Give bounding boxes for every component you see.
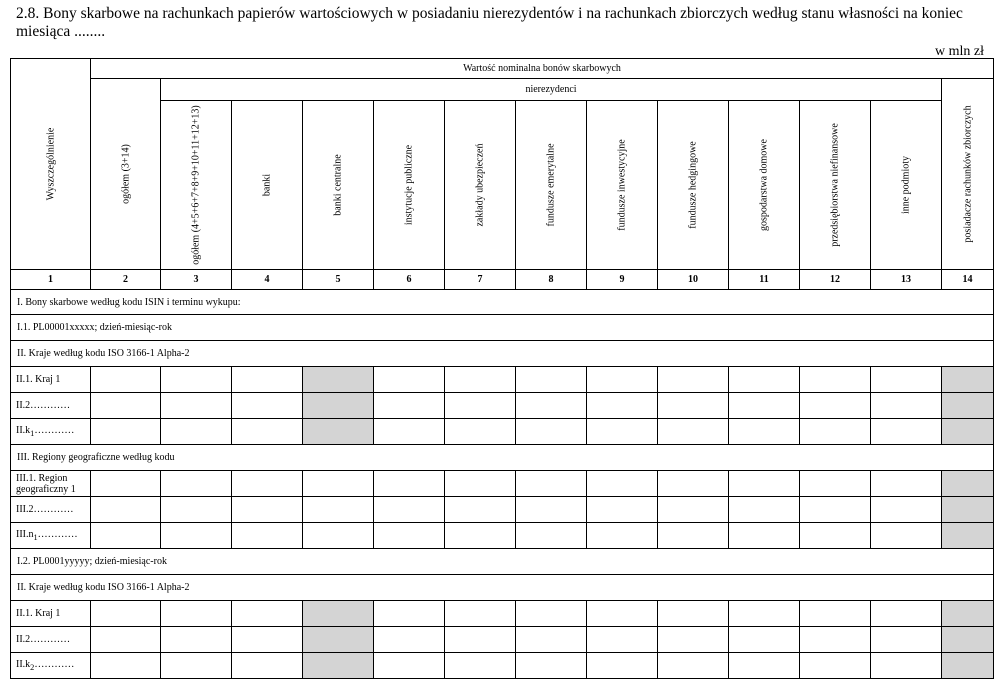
data-cell[interactable] — [232, 653, 303, 679]
table-row — [11, 367, 994, 393]
data-cell[interactable] — [871, 653, 942, 679]
data-cell[interactable] — [445, 471, 516, 497]
col-number: 14 — [942, 270, 994, 290]
shaded-cell — [942, 523, 994, 549]
data-cell[interactable] — [161, 419, 232, 445]
row-label: III.1. Region geograficzny 1 — [11, 471, 91, 497]
table-row — [11, 601, 994, 627]
header-col-5: banki centralne — [303, 100, 374, 269]
data-cell[interactable] — [232, 419, 303, 445]
data-cell[interactable] — [161, 497, 232, 523]
data-cell[interactable] — [800, 627, 871, 653]
data-cell[interactable] — [516, 601, 587, 627]
data-cell[interactable] — [800, 497, 871, 523]
data-cell[interactable] — [232, 601, 303, 627]
col-number: 8 — [516, 270, 587, 290]
data-cell[interactable] — [161, 393, 232, 419]
column-number-row — [11, 270, 994, 290]
data-cell[interactable] — [587, 627, 658, 653]
col-number: 9 — [587, 270, 658, 290]
data-cell[interactable] — [516, 393, 587, 419]
data-cell[interactable] — [232, 471, 303, 497]
table-row — [11, 393, 994, 419]
header-col-12: przedsiębiorstwa niefinansowe — [800, 100, 871, 269]
data-cell[interactable] — [871, 367, 942, 393]
data-cell[interactable] — [800, 419, 871, 445]
data-cell[interactable] — [871, 601, 942, 627]
header-col-11: gospodarstwa domowe — [729, 100, 800, 269]
row-label: II.2………… — [11, 393, 91, 419]
data-cell[interactable] — [445, 497, 516, 523]
section-row: I.2. PL0001yyyyy; dzień-miesiąc-rok — [11, 549, 994, 575]
data-cell[interactable] — [729, 367, 800, 393]
data-cell[interactable] — [658, 497, 729, 523]
data-cell[interactable] — [374, 393, 445, 419]
securities-table — [10, 58, 994, 679]
header-group: Wartość nominalna bonów skarbowych — [91, 59, 994, 79]
data-cell[interactable] — [161, 523, 232, 549]
col-number: 6 — [374, 270, 445, 290]
table-row — [11, 497, 994, 523]
shaded-cell — [303, 627, 374, 653]
data-cell[interactable] — [445, 601, 516, 627]
data-cell[interactable] — [91, 471, 161, 497]
data-cell[interactable] — [374, 367, 445, 393]
header-col-9: fundusze inwestycyjne — [587, 100, 658, 269]
data-cell[interactable] — [658, 653, 729, 679]
data-cell[interactable] — [658, 367, 729, 393]
data-cell[interactable] — [232, 393, 303, 419]
col-number: 7 — [445, 270, 516, 290]
data-cell[interactable] — [91, 367, 161, 393]
data-cell[interactable] — [232, 367, 303, 393]
data-cell[interactable] — [516, 471, 587, 497]
row-label: II.1. Kraj 1 — [11, 601, 91, 627]
data-cell[interactable] — [374, 497, 445, 523]
data-cell[interactable] — [161, 471, 232, 497]
col-number: 4 — [232, 270, 303, 290]
data-cell[interactable] — [161, 627, 232, 653]
table-title: 2.8. Bony skarbowe na rachunkach papierów wartościowych w posiadaniu nierezydentów i na rachunkach zbiorczych według stanu własności na koniec miesiąca ........ — [16, 5, 963, 40]
col-number: 12 — [800, 270, 871, 290]
data-cell[interactable] — [516, 497, 587, 523]
shaded-cell — [942, 471, 994, 497]
data-cell[interactable] — [516, 523, 587, 549]
data-cell[interactable] — [374, 419, 445, 445]
data-cell[interactable] — [303, 471, 374, 497]
section-row: I.1. PL00001xxxxx; dzień-miesiąc-rok — [11, 315, 994, 341]
shaded-cell — [303, 419, 374, 445]
data-cell[interactable] — [445, 419, 516, 445]
header-col-14: posiadacze rachunków zbiorczych — [942, 79, 994, 270]
shaded-cell — [942, 497, 994, 523]
data-cell[interactable] — [374, 601, 445, 627]
data-cell[interactable] — [161, 367, 232, 393]
header-col-7: zakłady ubezpieczeń — [445, 100, 516, 269]
data-cell[interactable] — [587, 523, 658, 549]
row-label: $II.k_1\dots\dots\dots\dots$ — [11, 419, 91, 445]
col-number: 1 — [11, 270, 91, 290]
col-number: 11 — [729, 270, 800, 290]
header-col-4: banki — [232, 100, 303, 269]
section-row: II. Kraje według kodu ISO 3166-1 Alpha-2 — [11, 341, 994, 367]
header-col-6: instytucje publiczne — [374, 100, 445, 269]
data-cell[interactable] — [800, 471, 871, 497]
shaded-cell — [303, 367, 374, 393]
data-cell[interactable] — [800, 393, 871, 419]
data-cell[interactable] — [800, 367, 871, 393]
row-label: $II.k_2\dots\dots\dots\dots$ — [11, 653, 91, 679]
shaded-cell — [942, 393, 994, 419]
data-cell[interactable] — [587, 653, 658, 679]
header-col-2: ogółem (3+14) — [91, 79, 161, 270]
table-row — [11, 523, 994, 549]
section-row: I. Bony skarbowe według kodu ISIN i terminu wykupu: — [11, 290, 994, 315]
data-cell[interactable] — [658, 471, 729, 497]
data-cell[interactable] — [587, 601, 658, 627]
data-cell[interactable] — [374, 653, 445, 679]
data-cell[interactable] — [729, 393, 800, 419]
header-col-13: inne podmioty — [871, 100, 942, 269]
row-label: II.2………… — [11, 627, 91, 653]
data-cell[interactable] — [232, 497, 303, 523]
data-cell[interactable] — [516, 627, 587, 653]
data-cell[interactable] — [445, 627, 516, 653]
shaded-cell — [303, 393, 374, 419]
data-cell[interactable] — [587, 367, 658, 393]
header-subgroup: nierezydenci — [161, 79, 942, 101]
data-cell[interactable] — [587, 471, 658, 497]
data-cell[interactable] — [374, 627, 445, 653]
shaded-cell — [942, 601, 994, 627]
data-cell[interactable] — [232, 627, 303, 653]
data-cell[interactable] — [161, 653, 232, 679]
header-col-10: fundusze hedgingowe — [658, 100, 729, 269]
header-col-3: ogółem (4+5+6+7+8+9+10+11+12+13) — [161, 100, 232, 269]
row-label: III.2………… — [11, 497, 91, 523]
data-cell[interactable] — [445, 653, 516, 679]
table-row — [11, 419, 994, 445]
header-col-8: fundusze emerytalne — [516, 100, 587, 269]
data-cell[interactable] — [374, 471, 445, 497]
data-cell[interactable] — [658, 419, 729, 445]
data-cell[interactable] — [161, 601, 232, 627]
col-number: 13 — [871, 270, 942, 290]
header-row-label: Wyszczególnienie — [11, 59, 91, 270]
col-number: 2 — [91, 270, 161, 290]
data-cell[interactable] — [871, 419, 942, 445]
shaded-cell — [942, 627, 994, 653]
data-cell[interactable] — [445, 393, 516, 419]
section-row: II. Kraje według kodu ISO 3166-1 Alpha-2 — [11, 575, 994, 601]
data-cell[interactable] — [91, 419, 161, 445]
data-cell[interactable] — [445, 367, 516, 393]
data-cell[interactable] — [516, 367, 587, 393]
shaded-cell — [303, 601, 374, 627]
data-cell[interactable] — [587, 497, 658, 523]
unit-label: w mln zł — [935, 44, 984, 59]
data-cell[interactable] — [800, 653, 871, 679]
data-cell[interactable] — [800, 601, 871, 627]
shaded-cell — [942, 367, 994, 393]
data-cell[interactable] — [729, 471, 800, 497]
data-cell[interactable] — [729, 523, 800, 549]
data-cell[interactable] — [658, 627, 729, 653]
data-cell[interactable] — [91, 601, 161, 627]
data-cell[interactable] — [729, 419, 800, 445]
shaded-cell — [303, 653, 374, 679]
data-cell[interactable] — [871, 627, 942, 653]
col-number: 10 — [658, 270, 729, 290]
data-cell[interactable] — [658, 523, 729, 549]
table-row — [11, 627, 994, 653]
data-cell[interactable] — [91, 627, 161, 653]
row-label: II.1. Kraj 1 — [11, 367, 91, 393]
data-cell[interactable] — [658, 601, 729, 627]
data-cell[interactable] — [91, 523, 161, 549]
shaded-cell — [942, 653, 994, 679]
data-cell[interactable] — [729, 653, 800, 679]
data-cell[interactable] — [374, 523, 445, 549]
data-cell[interactable] — [871, 497, 942, 523]
data-cell[interactable] — [303, 497, 374, 523]
data-cell[interactable] — [800, 523, 871, 549]
data-cell[interactable] — [91, 393, 161, 419]
data-cell[interactable] — [729, 497, 800, 523]
data-cell[interactable] — [91, 497, 161, 523]
data-cell[interactable] — [658, 393, 729, 419]
data-cell[interactable] — [232, 523, 303, 549]
data-cell[interactable] — [303, 523, 374, 549]
section-row: III. Regiony geograficzne według kodu — [11, 445, 994, 471]
data-cell[interactable] — [871, 471, 942, 497]
col-number: 5 — [303, 270, 374, 290]
data-cell[interactable] — [871, 523, 942, 549]
data-cell[interactable] — [516, 653, 587, 679]
data-cell[interactable] — [91, 653, 161, 679]
data-cell[interactable] — [871, 393, 942, 419]
data-cell[interactable] — [729, 627, 800, 653]
table-row — [11, 471, 994, 497]
row-label: $III.n_1\dots\dots\dots\dots$ — [11, 523, 91, 549]
data-cell[interactable] — [587, 393, 658, 419]
data-cell[interactable] — [445, 523, 516, 549]
data-cell[interactable] — [516, 419, 587, 445]
table-row — [11, 653, 994, 679]
data-cell[interactable] — [587, 419, 658, 445]
data-cell[interactable] — [729, 601, 800, 627]
col-number: 3 — [161, 270, 232, 290]
shaded-cell — [942, 419, 994, 445]
